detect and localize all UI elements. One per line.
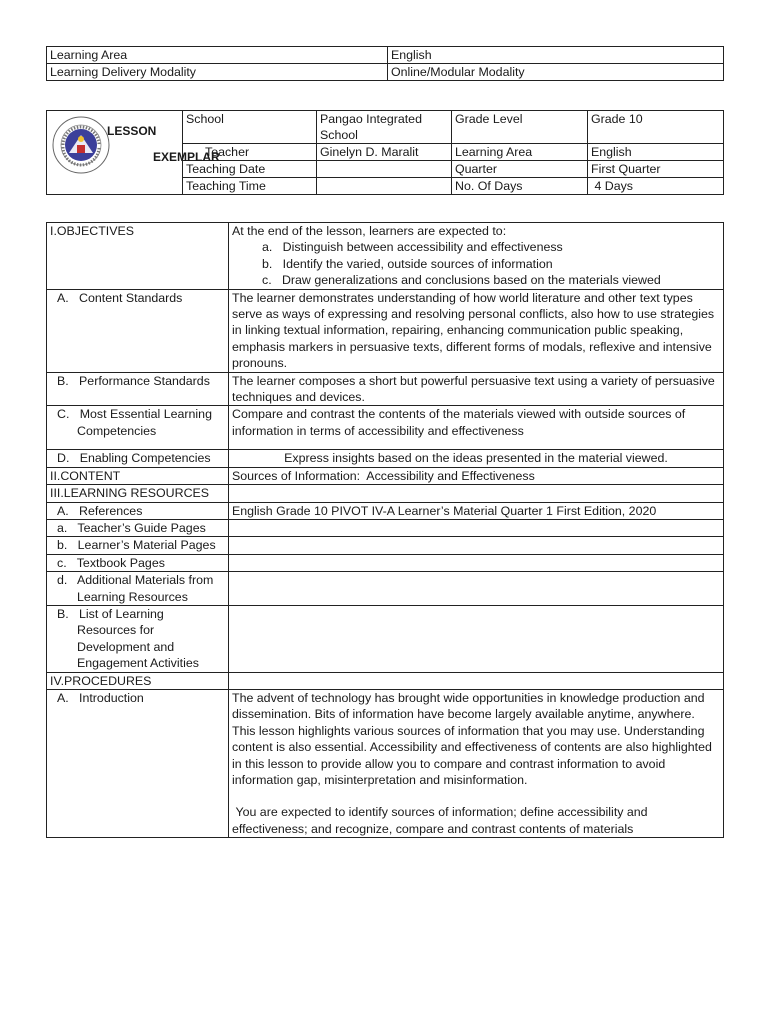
- textbook-pages-label: c. Textbook Pages: [47, 554, 229, 571]
- learning-area-table: [46, 46, 724, 81]
- content-standards-text: The learner demonstrates understanding of how world literature and other text types serve as ways of expressing and resolving personal conflicts, also how to use strategies in linking textual information, repairing, enhancing communication public speaking, emphasis markers in persuasive texts, different forms of modals, reflexive and intensive pronouns.: [229, 289, 724, 372]
- table-row: [47, 537, 724, 554]
- list-item: c. Draw generalizations and conclusions based on the materials viewed: [262, 273, 661, 288]
- table-row: [47, 372, 724, 406]
- learning-resources-empty: [229, 485, 724, 502]
- teachers-guide-value: [229, 519, 724, 536]
- quarter-value: First Quarter: [588, 161, 724, 178]
- objectives-intro: At the end of the lesson, learners are expected to:: [232, 224, 507, 238]
- list-item: b. Identify the varied, outside sources of information: [262, 256, 553, 271]
- references-text: English Grade 10 PIVOT IV-A Learner’s Material Quarter 1 First Edition, 2020: [229, 502, 724, 519]
- textbook-pages-value: [229, 554, 724, 571]
- objectives-label: I.OBJECTIVES: [47, 223, 229, 290]
- teaching-date-value: [317, 161, 452, 178]
- teachers-guide-label: a. Teacher’s Guide Pages: [47, 519, 229, 536]
- introduction-paragraph-2: You are expected to identify sources of information; define accessibility and effectiveness; and recognize, compare and contrast contents of materials: [232, 805, 652, 836]
- learning-resources-label: III.LEARNING RESOURCES: [47, 485, 229, 502]
- performance-standards-text: The learner composes a short but powerful persuasive text using a variety of persuasive techniques and devices.: [229, 372, 724, 406]
- table-row: [47, 111, 724, 144]
- learning-area-label: Learning Area: [47, 47, 388, 64]
- lesson-label: LESSON: [107, 124, 157, 138]
- learners-material-value: [229, 537, 724, 554]
- quarter-label: Quarter: [452, 161, 588, 178]
- teaching-date-label: Teaching Date: [183, 161, 317, 178]
- introduction-paragraph-1: The advent of technology has brought wide opportunities in knowledge production and dissemination. Bits of information have become largely available anytime, anywhere. This lesson highlights various sources of information that you may use. Understanding content is also essential. Accessibility and effectiveness of contents are also highlighted in this lesson to provide allow you to compare and contrast information to avoid information gap, misinterpretation and misinformation.: [232, 690, 712, 787]
- objectives-cell: [229, 223, 724, 290]
- list-item: a. Distinguish between accessibility and effectiveness: [262, 240, 563, 255]
- table-row: [47, 47, 724, 64]
- table-row: [47, 689, 724, 837]
- table-row: [47, 467, 724, 484]
- table-row: [47, 519, 724, 536]
- melc-text: Compare and contrast the contents of the materials viewed with outside sources of information in terms of accessibility and effectiveness: [229, 406, 724, 450]
- table-row: [47, 223, 724, 290]
- procedures-empty: [229, 672, 724, 689]
- procedures-label: IV.PROCEDURES: [47, 672, 229, 689]
- exemplar-label: EXEMPLAR: [153, 150, 220, 164]
- grade-level-label: Grade Level: [452, 111, 588, 144]
- enabling-competencies-text: Express insights based on the ideas presented in the material viewed.: [229, 450, 724, 467]
- delivery-modality-label: Learning Delivery Modality: [47, 64, 388, 81]
- school-value: Pangao Integrated School: [317, 111, 452, 144]
- performance-standards-label: B. Performance Standards: [47, 372, 229, 406]
- introduction-label: A. Introduction: [47, 689, 229, 837]
- table-row: [47, 450, 724, 467]
- list-of-resources-value: [229, 605, 724, 672]
- content-label: II.CONTENT: [47, 467, 229, 484]
- list-of-resources-label: B. List of Learning Resources for Development and Engagement Activities: [47, 605, 229, 672]
- deped-seal-icon: [51, 115, 111, 175]
- introduction-cell: [229, 689, 724, 837]
- learning-area-value: English: [388, 47, 724, 64]
- references-label: A. References: [47, 502, 229, 519]
- teacher-value: Ginelyn D. Maralit: [317, 144, 452, 161]
- teacher-label: Teacher: [183, 144, 317, 161]
- lesson-plan-table: [46, 222, 724, 838]
- table-row: [47, 672, 724, 689]
- delivery-modality-value: Online/Modular Modality: [388, 64, 724, 81]
- table-row: [47, 406, 724, 450]
- content-text: Sources of Information: Accessibility and Effectiveness: [229, 467, 724, 484]
- additional-materials-value: [229, 572, 724, 606]
- grade-level-value: Grade 10: [588, 111, 724, 144]
- teaching-time-label: Teaching Time: [183, 178, 317, 195]
- enabling-competencies-label: D. Enabling Competencies: [47, 450, 229, 467]
- additional-materials-label: d. Additional Materials from Learning Resources: [47, 572, 229, 606]
- lesson-header-table: [46, 110, 724, 195]
- table-row: [47, 502, 724, 519]
- learners-material-label: b. Learner’s Material Pages: [47, 537, 229, 554]
- melc-label: C. Most Essential Learning Competencies: [47, 406, 229, 450]
- teaching-time-value: [317, 178, 452, 195]
- learning-area-header-value: English: [588, 144, 724, 161]
- days-label: No. Of Days: [452, 178, 588, 195]
- learning-area-header-label: Learning Area: [452, 144, 588, 161]
- objectives-list: [232, 239, 720, 288]
- school-label: School: [183, 111, 317, 144]
- table-row: [47, 64, 724, 81]
- table-row: [47, 554, 724, 571]
- content-standards-label: A. Content Standards: [47, 289, 229, 372]
- table-row: [47, 485, 724, 502]
- table-row: [47, 289, 724, 372]
- days-value: 4 Days: [588, 178, 724, 195]
- table-row: [47, 572, 724, 606]
- table-row: [47, 605, 724, 672]
